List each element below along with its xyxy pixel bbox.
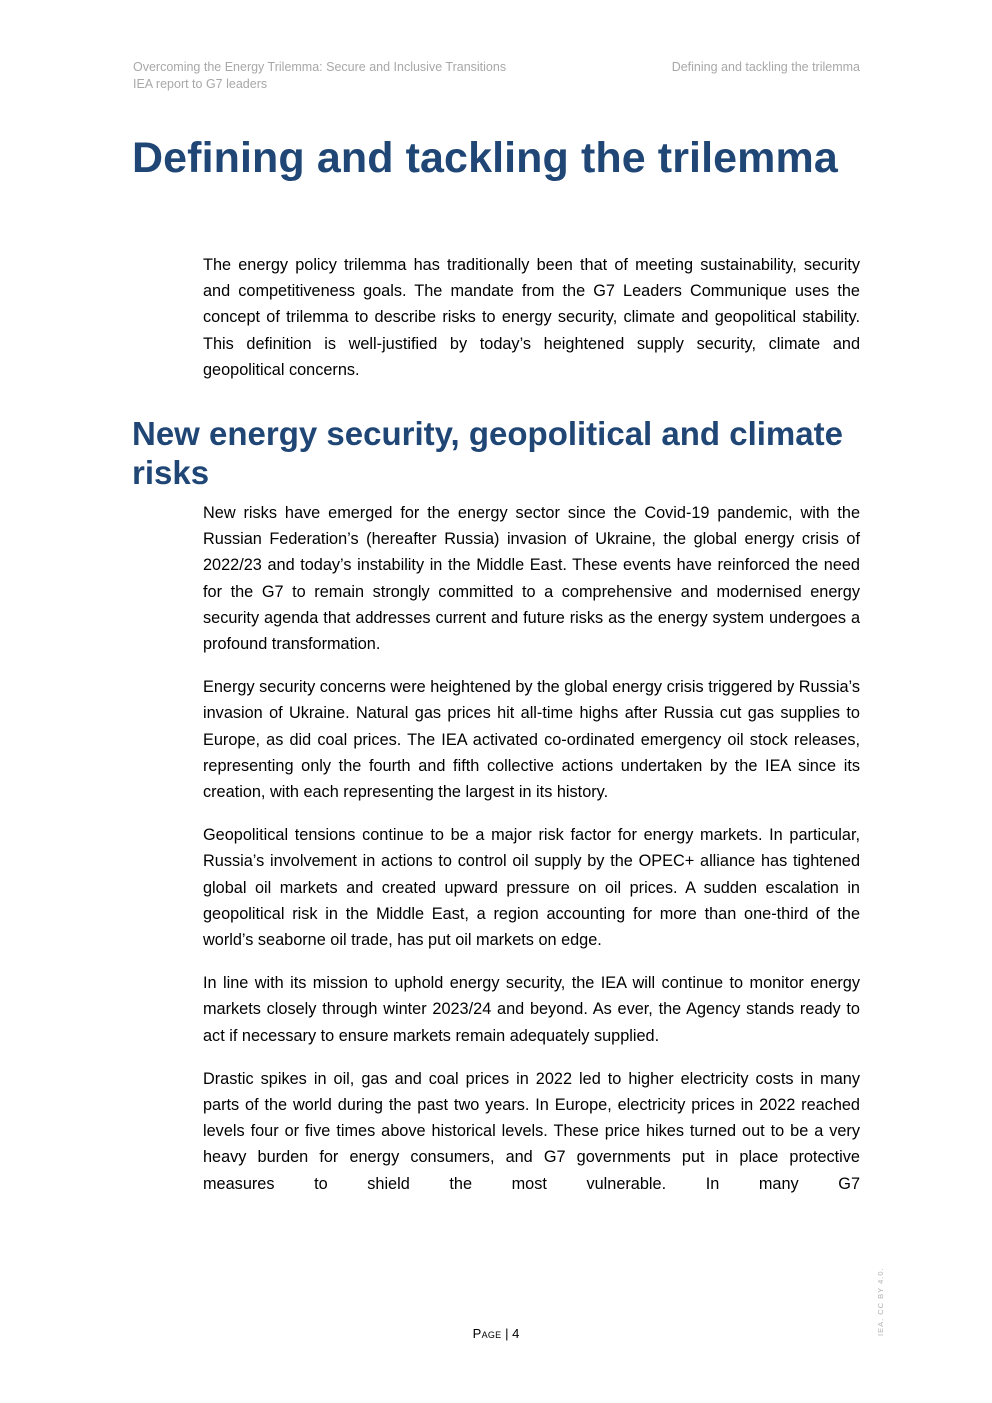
report-subtitle: IEA report to G7 leaders (133, 77, 268, 91)
body-paragraph: Drastic spikes in oil, gas and coal prices in 2022 led to higher electricity costs in many parts of the world during the past two years. In Europe, electricity prices in 2022 reached levels four or five times above historical levels. These price hikes turned out to be a very heavy burden for energy consumers, and G7 governments put in place protective measures to shield the most vulnerable. In many G7 (203, 1069, 860, 1193)
body-paragraph: Geopolitical tensions continue to be a major risk factor for energy markets. In particular, Russia’s involvement in actions to control oil supply by the OPEC+ alliance has tightened global oil markets and created upward pressure on oil prices. A sudden escalation in geopolitical risk in the Middle East, a region accounting for more than one-third of the world’s seaborne oil trade, has put oil markets on edge. (203, 826, 860, 950)
page-separator: | (505, 1326, 509, 1341)
page-label: Page (472, 1326, 502, 1341)
page-title: Defining and tackling the trilemma (132, 134, 838, 182)
body-paragraph: Energy security concerns were heightened by the global energy crisis triggered by Russia’s invasion of Ukraine. Natural gas prices hit all-time highs after Russia cut gas supplies to Europe, as did coal prices. The IEA activated co-ordinated emergency oil stock releases, representing only the fourth and fifth collective actions undertaken by the IEA since its creation, with each representing the largest in its history. (203, 678, 860, 802)
running-header-left (133, 59, 506, 93)
report-title: Overcoming the Energy Trilemma: Secure and Inclusive Transitions (133, 60, 507, 74)
body-paragraph: In line with its mission to uphold energy security, the IEA will continue to monitor energy markets closely through winter 2023/24 and beyond. As ever, the Agency stands ready to act if necessary to ensure markets remain adequately supplied. (203, 974, 860, 1045)
body-paragraph: New risks have emerged for the energy sector since the Covid-19 pandemic, with the Russian Federation’s (hereafter Russia) invasion of Ukraine, the global energy crisis of 2022/23 and today’s instability in the Middle East. These events have reinforced the need for the G7 to remain strongly committed to a comprehensive and modernised energy security agenda that addresses current and future risks as the energy system undergoes a profound transformation. (203, 504, 860, 654)
running-header-section: Defining and tackling the trilemma (671, 60, 860, 74)
page-number: 4 (512, 1326, 520, 1341)
page-footer (0, 1326, 992, 1341)
license-note (876, 1267, 892, 1336)
intro-paragraph: The energy policy trilemma has traditionally been that of meeting sustainability, security and competitiveness goals. The mandate from the G7 Leaders Communique uses the concept of trilemma to describe risks to energy security, climate and geopolitical stability. This definition is well-justified by today’s heightened supply security, climate and geopolitical concerns. (203, 256, 860, 379)
license-text: IEA. CC BY 4.0. (876, 1267, 885, 1336)
section-body (203, 500, 860, 1214)
section-heading: New energy security, geopolitical and climate risks (132, 415, 843, 491)
